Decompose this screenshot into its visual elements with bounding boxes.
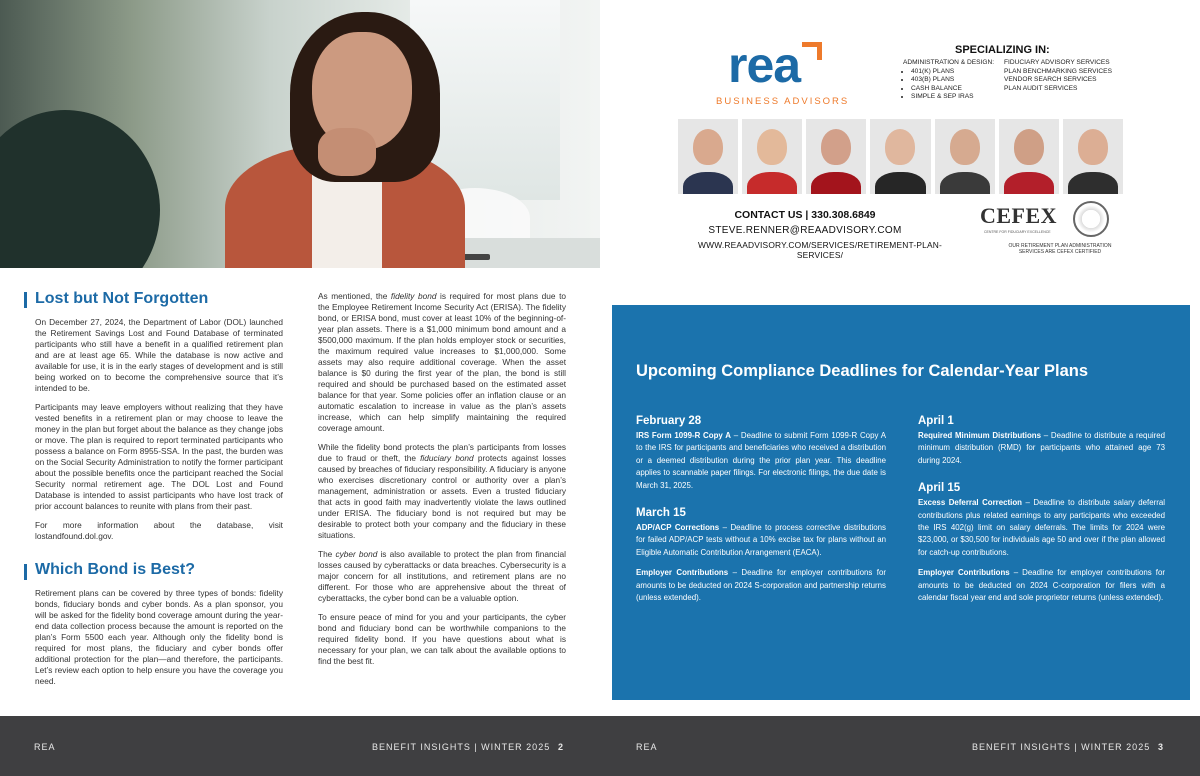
- service-item: • CASH BALANCE: [911, 85, 998, 94]
- deadlines-col-right: [918, 414, 1165, 612]
- hero-photo: [0, 0, 600, 268]
- service-item: VENDOR SEARCH SERVICES: [1004, 76, 1097, 83]
- deadline-item: Employer Contributions – Deadline for employer contributions for amounts to be deducted on 2024 S-corporation and partnership returns (unless extended).: [636, 568, 886, 603]
- paragraph: The cyber bond is also available to protect the plan from financial losses caused by cyberattacks or data breaches. Cybersecurity is a major concern for all institutions, and retirement plans are no different. For those who are apprehensive about the threat of cyberattacks, the cyber bond can be a valuable option.: [318, 549, 567, 603]
- article-bond-intro: [35, 588, 283, 695]
- paragraph: Retirement plans can be covered by three types of bonds: fidelity bonds, fiduciary bonds and cyber bonds. As a plan sponsor, you will be asked for the fidelity bond coverage amount during the year-end data collection process because the amount is reported on the plan’s Form 5500 each year. Although only the fidelity bond is required for most plans, the fiduciary and cyber bonds offer additional protection for the plan—and therefore, the participants. Let’s review each option to help ensure you have the coverage you need.: [35, 588, 283, 686]
- paragraph: To ensure peace of mind for you and your participants, the cyber bond and fiduciary bond can be worthwhile companions to the required fidelity bond. If you have questions about what is necessary for your plan, we can talk about the available options to find the best fit.: [318, 612, 566, 666]
- logo-tick-icon: [802, 42, 822, 60]
- heading-bar: [24, 564, 27, 580]
- page-footer: [0, 716, 1200, 776]
- article-heading-bond: Which Bond is Best?: [35, 561, 195, 578]
- services-col-1: [903, 59, 998, 102]
- article-bond-body: [318, 291, 566, 675]
- service-item: PLAN BENCHMARKING SERVICES: [1004, 67, 1112, 75]
- headshot: [999, 119, 1059, 194]
- contact-phone: CONTACT US | 330.308.6849: [734, 209, 876, 221]
- cefex-logo: CEFEX: [980, 203, 1058, 228]
- headshot: [742, 119, 802, 194]
- headshot: [678, 119, 738, 194]
- deadlines-col-left: [636, 414, 886, 612]
- deadline-date: April 1: [918, 415, 954, 427]
- paragraph: While the fidelity bond protects the plan’s participants from losses due to fraud or theft, the fiduciary bond protects against losses caused by breaches of fiduciary responsibility. A fiduciary is anyone who exercises discretionary control or authority over a plan’s management, administration or assets. Even a trusted fiduciary that acts in good faith may inadvertently violate the laws outlined under ERISA. The fiduciary bond is not required but may be desirable to protect both your company and the fiduciary in these situations.: [318, 442, 566, 540]
- service-item: FIDUCIARY ADVISORY SERVICES: [1004, 59, 1110, 66]
- article-lost-body: [35, 317, 283, 550]
- paragraph: On December 27, 2024, the Department of Labor (DOL) launched the Retirement Savings Lost and Found Database of terminated participants who still have a benefit in a qualified retirement plan and are at least age 65. While the database is now active and available for use, it is in the early stages of development and is still being worked on to become the comprehensive source that it’s intended to be.: [35, 317, 283, 393]
- team-headshots: [678, 119, 1123, 194]
- logo-subtitle: BUSINESS ADVISORS: [716, 96, 850, 107]
- headshot: [806, 119, 866, 194]
- headshot: [1063, 119, 1123, 194]
- service-item: • 401(K) PLANS: [911, 68, 998, 77]
- paragraph: As mentioned, the fidelity bond is required for most plans due to the Employee Retirement Income Security Act (ERISA). The fidelity bond, or ERISA bond, must cover at least 10% of the beginning-of-year plan assets. There is a $1,000 minimum bond amount and a $500,000 maximum. If the plan holds employer stock or securities, the maximum required value increases to $1,000,000. Some assets may also require additional coverage. When the asset balance is $0 during the first year of the plan, the bond is still required and should be purchased based on the estimated asset balance for that year. Some policies offer an inflation clause or an automatic escalation to increase in value as the plan’s assets increase, which can help simplify maintaining the required coverage amount.: [318, 291, 567, 433]
- deadline-date: February 28: [636, 415, 702, 427]
- paragraph: For more information about the database, visit lostandfound.dol.gov.: [35, 520, 283, 541]
- contact-email[interactable]: STEVE.RENNER@REAADVISORY.COM: [708, 225, 902, 236]
- seal-caption: OUR RETIREMENT PLAN ADMINISTRATION SERVICES ARE CEFEX CERTIFIED: [1008, 243, 1112, 255]
- certification-seal-icon: [1073, 201, 1109, 237]
- deadline-item: ADP/ACP Corrections – Deadline to process corrective distributions for failed ADP/ACP tests without a 10% excise tax for plans without an Eligible Automatic Contribution Arrangement (EACA).: [636, 523, 886, 557]
- article-heading-lost: Lost but Not Forgotten: [35, 290, 209, 307]
- headshot: [870, 119, 930, 194]
- contact-url[interactable]: WWW.REAADVISORY.COM/SERVICES/RETIREMENT-PLAN-SERVICES/: [698, 240, 942, 260]
- deadline-item: Required Minimum Distributions – Deadline to distribute a required minimum distribution (RMD) for participants who attained age 73 during 2024.: [918, 431, 1165, 465]
- deadline-item: IRS Form 1099-R Copy A – Deadline to submit Form 1099-R Copy A to the IRS for participants and beneficiaries who received a distribution or a deemed distribution during the prior plan year. This deadline applies to scannable paper filings. For electronic filings, the due date is March 31, 2025.: [636, 431, 886, 490]
- deadline-date: March 15: [636, 507, 686, 520]
- specializing-title: SPECIALIZING IN:: [955, 44, 1050, 56]
- deadline-item: Excess Deferral Correction – Deadline to distribute salary deferral contributions plus related earnings to any participants who exceeded the IRS 402(g) limit on salary deferrals. The limits for 2024 were $23,000, or $30,500 for individuals age 50 and over if the plan allowed for catch-up contributions.: [918, 498, 1166, 557]
- footer-issue: BENEFIT INSIGHTS | WINTER 2025: [972, 742, 1151, 752]
- rea-logo: rea: [728, 37, 801, 93]
- paragraph: Participants may leave employers without realizing that they have vested benefits in a retirement plan or may choose to leave the money in the plan but forget about the balance as they change jobs or move. The plan is required to report terminated participants who possess a balance on Form 8955-SSA. In the past, the burden was on the Social Security Administration to notify the former participant about the possible benefits once the participant reached the Social Security normal retirement age. The DOL Lost and Found Database is intended to assist participants who have lost track of prior account balances to reunite with plans from their past.: [35, 402, 283, 511]
- service-item: • 403(B) PLANS: [911, 76, 998, 85]
- heading-bar: [24, 292, 27, 308]
- deadlines-title: Upcoming Compliance Deadlines for Calendar-Year Plans: [636, 362, 1089, 380]
- page-number: 2: [558, 742, 565, 752]
- headshot: [935, 119, 995, 194]
- page-number: 3: [1158, 742, 1165, 752]
- footer-issue: BENEFIT INSIGHTS | WINTER 2025: [372, 742, 551, 752]
- footer-brand: REA: [34, 742, 56, 752]
- service-item: • SIMPLE & SEP IRAS: [911, 93, 998, 102]
- footer-brand: REA: [636, 742, 658, 752]
- deadline-date: April 15: [918, 482, 961, 495]
- services-col-2: [1004, 59, 1119, 93]
- services-col-1-heading: ADMINISTRATION & DESIGN:: [903, 59, 995, 66]
- service-item: PLAN AUDIT SERVICES: [1004, 84, 1078, 92]
- deadline-item: Employer Contributions – Deadline for employer contributions for amounts to be deducted on 2024 C-corporation for filers with a calendar fiscal year end and sole proprietor returns (unless extended).: [918, 568, 1165, 603]
- cefex-tagline: CENTRE FOR FIDUCIARY EXCELLENCE: [984, 230, 1051, 234]
